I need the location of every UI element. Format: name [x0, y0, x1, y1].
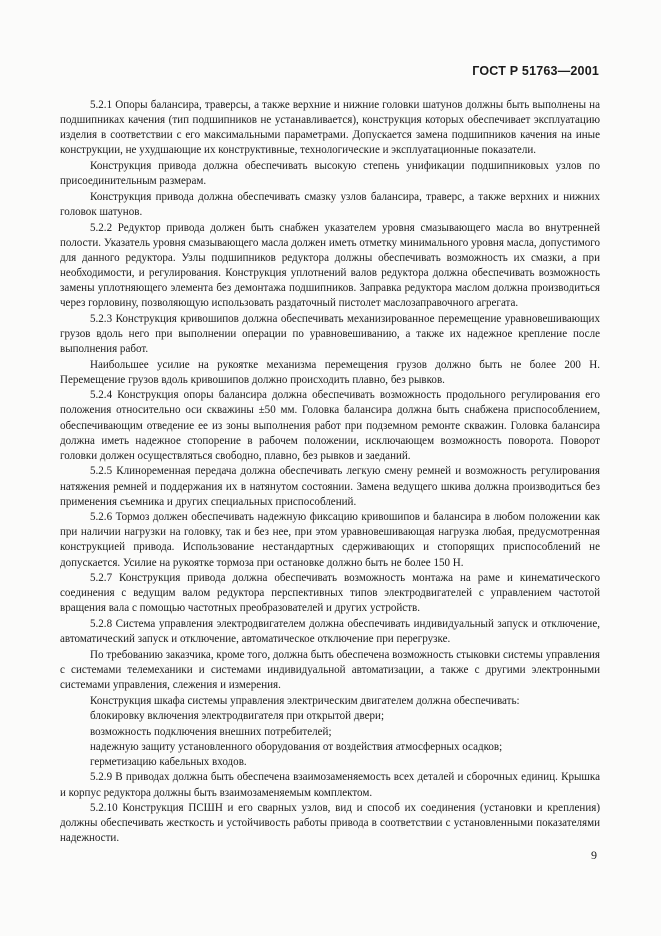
paragraph-5-2-10: 5.2.10 Конструкция ПСШН и его сварных узлов, вид и способ их соединения (установки и крепления) должны обеспечивать жесткость и устойчивость работы привода в соответствии с установленными показателями надежности. — [60, 802, 600, 845]
paragraph-5-2-2: 5.2.2 Редуктор привода должен быть снабжен указателем уровня смазывающего масла во внутренней полости. Указатель уровня смазывающего масла должен иметь отметку минимального уровня масла, допустимого для данного редуктора. Узлы подшипников редуктора должны обеспечивать возможность их смазки, а при необходимости, и регулирования. Конструкция уплотнений валов редуктора должна обеспечивать возможность замены уплотняющего элемента без демонтажа подшипников. Заправка редуктора маслом должна производиться через горловину, позволяющую использовать раздаточный пистолет маслозаправочного агрегата. — [60, 221, 600, 309]
paragraph: Конструкция привода должна обеспечивать высокую степень унификации подшипниковых узлов по присоединительным размерам. — [60, 159, 600, 188]
paragraph-5-2-4: 5.2.4 Конструкция опоры балансира должна обеспечивать возможность продольного регулирования его положения относительно оси скважины ±50 мм. Головка балансира должна быть снабжена приспособлением, обеспечивающим отведение ее из зоны выполнения работ при подземном ремонте скважин. Головка балансира должна иметь надежное стопорение в рабочем положении, исключающем возможность поворота. Поворот головки должен осуществляться свободно, плавно, без рывков и заеданий. — [60, 389, 600, 462]
page-number: 9 — [591, 848, 597, 862]
list-item: блокировку включения электродвигателя при открытой двери; — [90, 710, 385, 723]
document-body — [60, 98, 600, 847]
list-item: возможность подключения внешних потребителей; — [90, 725, 332, 738]
paragraph: Конструкция привода должна обеспечивать смазку узлов балансира, траверс, а также верхних и нижних головок шатунов. — [60, 190, 600, 218]
paragraph-5-2-8: 5.2.8 Система управления электродвигателем должна обеспечивать индивидуальный запуск и отключение, автоматический запуск и отключение, автоматическое отключение при перегрузке. — [60, 618, 600, 646]
paragraph-5-2-1: 5.2.1 Опоры балансира, траверсы, а также верхние и нижние головки шатунов должны быть выполнены на подшипниках качения (тип подшипников не устанавливается), конструкция которых обеспечивает эксплуатацию изделия в соответствии с его максимальными параметрами. Допускается замена подшипников качения на иные конструкции, не ухудшающие их конструктивные, технологические и эксплуатационные показатели. — [60, 99, 600, 157]
paragraph-5-2-5: 5.2.5 Клиноременная передача должна обеспечивать легкую смену ремней и возможность регулирования натяжения ремней и поддержания их в натянутом состоянии. Замена ведущего шкива должна производиться без применения съемника и других специальных приспособлений. — [60, 465, 600, 508]
paragraph-5-2-9: 5.2.9 В приводах должна быть обеспечена взаимозаменяемость всех деталей и сборочных единиц. Крышка и корпус редуктора должны быть взаимозаменяемым комплектом. — [60, 771, 600, 799]
document-header: ГОСТ Р 51763—2001 — [472, 64, 599, 78]
list-item: герметизацию кабельных входов. — [90, 755, 247, 768]
paragraph-5-2-6: 5.2.6 Тормоз должен обеспечивать надежную фиксацию кривошипов и балансира в любом положении как при наличии нагрузки на головку, так и без нее, при этом уравновешивающая нагрузка любая, предусмотренная конструкцией привода. Использование нестандартных сдерживающих и стопорящих приспособлений не допускается. Усилие на рукоятке тормоза при остановке должно быть не более 150 Н. — [60, 511, 600, 569]
paragraph-5-2-7: 5.2.7 Конструкция привода должна обеспечивать возможность монтажа на раме и кинематического соединения с ведущим валом редуктора перспективных типов электродвигателей с управлением частотой вращения вала с помощью частотных преобразователей и других устройств. — [60, 572, 600, 615]
paragraph: Наибольшее усилие на рукоятке механизма перемещения грузов должно быть не более 200 Н. Перемещение грузов вдоль кривошипов должно происходить плавно, без рывков. — [60, 358, 600, 386]
paragraph: По требованию заказчика, кроме того, должна быть обеспечена возможность стыковки системы управления с системами телемеханики и системами индивидуальной автоматизации, а также с другими электронными системами управления, слежения и измерения. — [60, 648, 600, 692]
paragraph: Конструкция шкафа системы управления электрическим двигателем должна обеспечивать: — [90, 694, 520, 707]
list-item: надежную защиту установленного оборудования от воздействия атмосферных осадков; — [90, 740, 503, 753]
paragraph-5-2-3: 5.2.3 Конструкция кривошипов должна обеспечивать механизированное перемещение уравновешивающих грузов вдоль него при выполнении операции по уравновешиванию, а также их надежное крепление после выполнения работ. — [60, 312, 600, 355]
